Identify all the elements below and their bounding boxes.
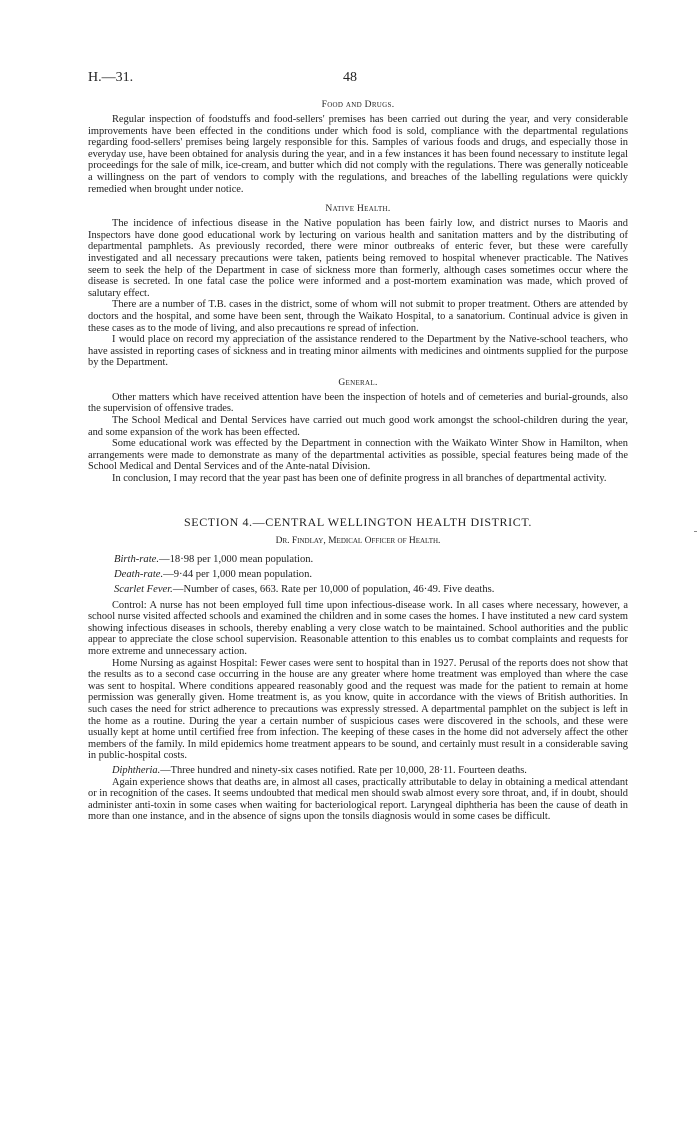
general-paragraph-1: Other matters which have received attention have been the inspection of hotels and of cemeteries and burial-grounds, also the supervision of offensive trades. bbox=[88, 391, 628, 415]
general-paragraph-2: The School Medical and Dental Services have carried out much good work amongst the school-children during the year, and some expansion of the work has been effected. bbox=[88, 415, 628, 438]
general-paragraph-3: Some educational work was effected by the Department in connection with the Waikato Winter Show in Hamilton, when arrangements were made to demonstrate as many of the departmental activities as possible, special features being made of the School Medical and Dental Services and of the Ante-natal Division. bbox=[88, 438, 628, 473]
report-reference: H.—31. bbox=[88, 70, 134, 85]
diphtheria-experience-paragraph: Again experience shows that deaths are, in almost all cases, practically attributable to delay in obtaining a medical attendant or in recognition of the cases. It seems undoubted that medical men should swab almost every sore throat, and, if in doubt, should administer anti-toxin in some cases when waiting for bacteriological report. Laryngeal diphtheria has been the cause of death in more than one instance, and in the absence of signs upon the tonsils diagnosis would in some cases be difficult. bbox=[88, 776, 628, 823]
death-rate-value: —9·44 per 1,000 mean population. bbox=[163, 568, 313, 580]
page-number: 48 bbox=[343, 70, 357, 85]
death-rate-line bbox=[88, 567, 628, 582]
native-paragraph-3: I would place on record my appreciation of the assistance rendered to the Department by the Native-school teachers, who have assisted in reporting cases of sickness and in treating minor ailments with medicines and ointments supplied for the purpose by the Department. bbox=[88, 334, 628, 369]
diphtheria-label: Diphtheria. bbox=[112, 764, 161, 776]
section-4-title: SECTION 4.—CENTRAL WELLINGTON HEALTH DISTRICT. bbox=[183, 514, 533, 529]
food-and-drugs-heading: Food and Drugs. bbox=[321, 100, 395, 110]
scarlet-fever-line bbox=[88, 582, 628, 597]
birth-rate-value: —18·98 per 1,000 mean population. bbox=[159, 553, 314, 565]
running-header bbox=[88, 70, 628, 94]
document-page bbox=[88, 70, 628, 823]
general-section bbox=[88, 378, 628, 485]
scarlet-fever-value: —Number of cases, 663. Rate per 10,000 of population, 46·49. Five deaths. bbox=[172, 583, 495, 595]
diphtheria-value: —Three hundred and ninety-six cases notified. Rate per 10,000, 28·11. Fourteen deaths. bbox=[160, 764, 527, 776]
birth-rate-label: Birth-rate. bbox=[114, 553, 160, 565]
medical-officer-line: Dr. Findlay, Medical Officer of Health. bbox=[275, 535, 441, 546]
food-paragraph-1: Regular inspection of foodstuffs and food-sellers' premises has been carried out during the year, and very considerable improvements have been effected in the conditions under which food is sold, compliance with the departmental regulations regarding food-sellers' premises being largely responsible for this. Samples of various foods and drugs, and especially those in everyday use, have been obtained for analysis during the year, and in a few instances it has been found necessary to institute legal proceedings for the sale of milk, ice-cream, and butter which did not comply with the regulations. There was generally noticeable a willingness on the part of vendors to comply with the regulations, and breaches of the labelling regulations were quickly remedied when brought under notice. bbox=[88, 114, 628, 195]
margin-mark bbox=[694, 531, 697, 532]
general-paragraph-4: In conclusion, I may record that the year past has been one of definite progress in all branches of departmental activity. bbox=[112, 473, 607, 485]
death-rate-label: Death-rate. bbox=[114, 568, 164, 580]
native-health-section bbox=[88, 204, 628, 369]
native-paragraph-2: There are a number of T.B. cases in the district, some of whom will not submit to proper treatment. Others are attended by doctors and the hospital, and some have been sent, through the Waikato Hospital, to a sanatorium. Continual advice is given in these cases as to the mode of living, and also precautions re spread of infection. bbox=[88, 299, 628, 334]
native-health-heading: Native Health. bbox=[325, 204, 391, 215]
section-4 bbox=[88, 515, 628, 823]
food-and-drugs-section bbox=[88, 100, 628, 195]
diphtheria-paragraph bbox=[88, 765, 628, 777]
birth-rate-line bbox=[88, 552, 628, 567]
scarlet-fever-label: Scarlet Fever. bbox=[114, 583, 173, 595]
home-nursing-paragraph: Home Nursing as against Hospital: Fewer cases were sent to hospital than in 1927. Perusal of the reports does not show that the results as to a second case occurring in the house are any greater where home treatment was employed than where the case was sent to hospital. Where conditions appeared reasonably good and the request was made for the patient to remain at home permission was generally given. Home treatment is, as you know, quite in accordance with the views of British authorities. In such cases the need for strict adherence to precautions was expressly stressed. A departmental pamphlet on the subject is left in the home as a routine. During the year a certain number of suspicious cases were discovered in the schools, and these were usually kept at home until certified free from infection. The keeping of these cases in the home did not adversely affect the other members of the family. In mild epidemics home treatment appears to be sound, and certainly must result in a considerable saving in public-hospital costs. bbox=[88, 657, 628, 762]
native-paragraph-1: The incidence of infectious disease in the Native population has been fairly low, and district nurses to Maoris and Inspectors have done good educational work by lecturing on various health and sanitation matters and by the distributing of departmental pamphlets. As previously recorded, there were minor outbreaks of enteric fever, but these were carefully investigated and all necessary precautions were taken, patients being removed to hospital whenever practicable. The Natives seem to seek the help of the Department in case of sickness more than formerly, although cases sometimes occur where the disease is secreted. In one fatal case the police were informed and a post-mortem examination was made, which proved of salutary effect. bbox=[88, 218, 628, 299]
general-heading: General. bbox=[338, 377, 378, 388]
control-paragraph: Control: A nurse has not been employed full time upon infectious-disease work. In all cases where necessary, however, a school nurse visited affected schools and examined the children and in some cases the homes. I have instituted a new card system showing infectious diseases in schools, thereby enabling a very close watch to be maintained. School authorities and the public appear to appreciate the close school supervision. Reasonable attention to this enables us to combat complaints and requests for more extreme and unnecessary action. bbox=[88, 599, 628, 657]
